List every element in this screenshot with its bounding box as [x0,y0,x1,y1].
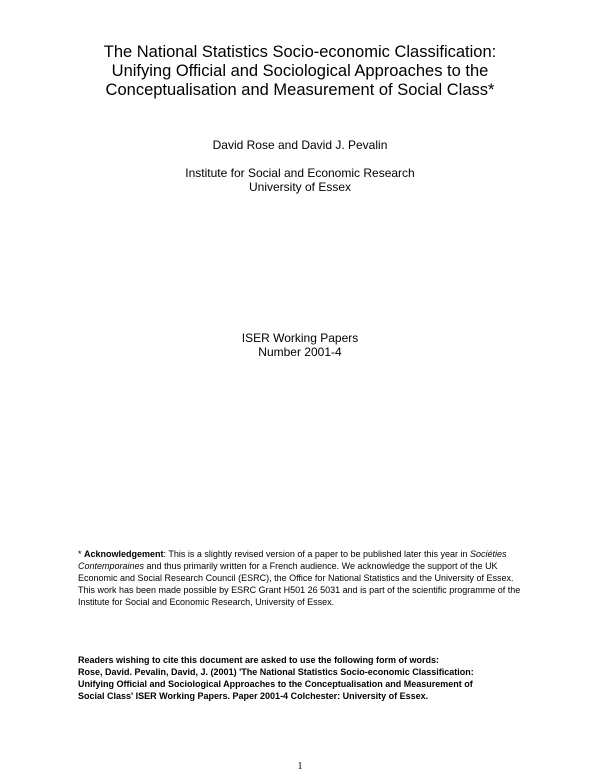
institution [0,166,600,194]
citation-line-4: Social Class' ISER Working Papers. Paper 2001-4 Colchester: University of Essex. [78,691,429,701]
citation-line-1: Readers wishing to cite this document are asked to use the following form of words: [78,655,440,665]
paper-title [0,43,600,100]
acknowledgement-text-2: and thus primarily written for a French audience. We acknowledge the support of the UK Economic and Social Research Council (ESRC), the Office for National Statistics and the University of Essex. This work has been made possible by ESRC Grant H501 26 5031 and is part of the scientific programme of the Institute for Social and Economic Research, University of Essex. [78,561,521,607]
citation-block [78,654,528,702]
institution-line-1: Institute for Social and Economic Research [185,166,415,180]
institution-line-2: University of Essex [248,180,352,194]
authors [0,138,600,152]
acknowledgement-footnote [78,548,528,608]
journal-name: Sociéties Contemporaines [78,549,507,571]
title-line-2: Unifying Official and Sociological Approaches to the [111,62,489,80]
citation-line-2: Rose, David. Pevalin, David, J. (2001) 'The National Statistics Socio-economic Classification: [78,667,474,677]
footnote-marker: * [78,549,85,559]
page-number: 1 [297,761,303,772]
acknowledgement-heading: Acknowledgement [84,549,164,559]
citation-line-3: Unifying Official and Sociological Approaches to the Conceptualisation and Measurement of [78,679,473,689]
working-paper-series [0,331,600,359]
author-names: David Rose and David J. Pevalin [212,138,388,152]
acknowledgement-text-1: : This is a slightly revised version of a paper to be published later this year in [163,549,471,559]
series-name: ISER Working Papers [241,331,359,345]
title-line-1: The National Statistics Socio-economic Classification: [103,43,497,61]
series-number: Number 2001-4 [258,345,342,359]
title-line-3: Conceptualisation and Measurement of Social Class* [105,81,495,99]
